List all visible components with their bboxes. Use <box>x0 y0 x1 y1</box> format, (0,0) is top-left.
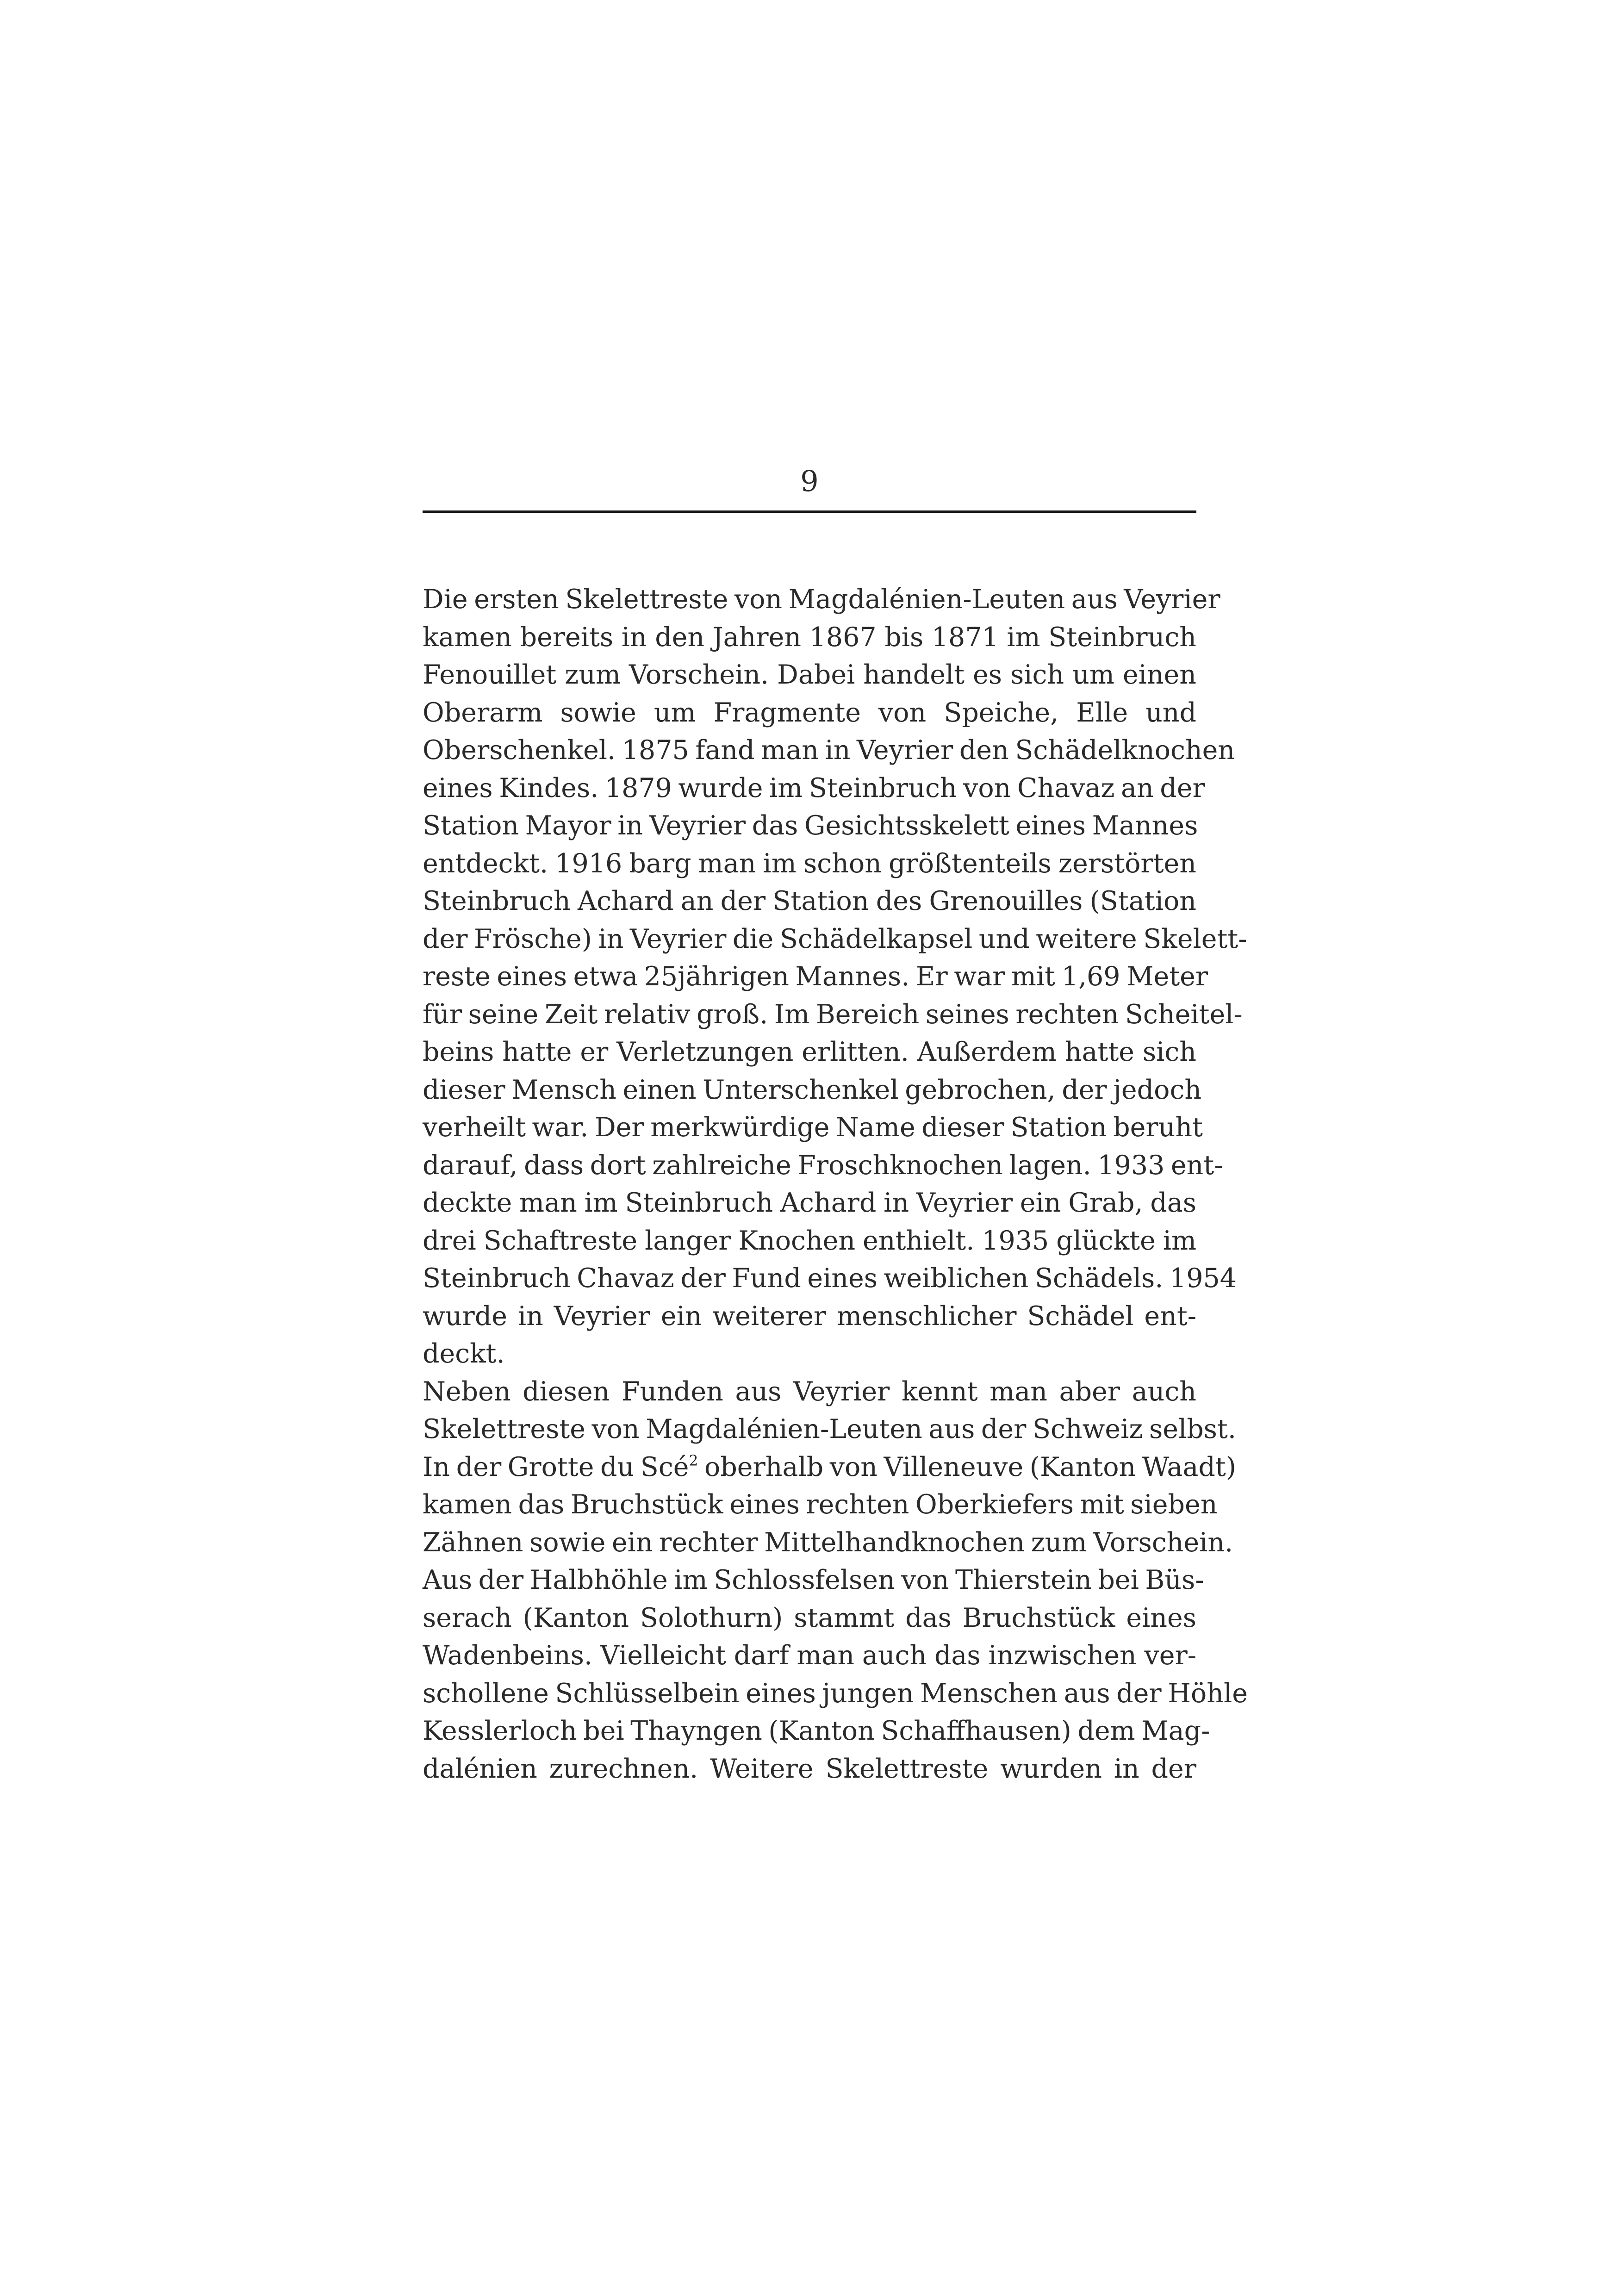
text-line-with-footnote <box>423 1449 1237 1487</box>
text-line: Station Mayor in Veyrier das Gesichtsskelett eines Mannes <box>423 810 1198 841</box>
text-line: kamen das Bruchstück eines rechten Oberkiefers mit sieben <box>423 1489 1218 1520</box>
text-line: verheilt war. Der merkwürdige Name dieser Station beruht <box>423 1112 1203 1143</box>
text-line: dalénien zurechnen. Weitere Skelettreste wurden in der <box>423 1753 1196 1784</box>
header-rule <box>423 510 1196 513</box>
text-line: der Frösche) in Veyrier die Schädelkapsel und weitere Skelett- <box>423 923 1247 954</box>
text-line: Steinbruch Achard an der Station des Grenouilles (Station <box>423 886 1196 916</box>
text-line: darauf, dass dort zahlreiche Froschknochen lagen. 1933 ent- <box>423 1150 1223 1181</box>
text-line: Kesslerloch bei Thayngen (Kanton Schaffhausen) dem Mag- <box>423 1716 1210 1746</box>
text-line: reste eines etwa 25jährigen Mannes. Er war mit 1,69 Meter <box>423 961 1208 992</box>
body-text <box>423 581 1248 1788</box>
paragraph-end-line: deckt. <box>423 1338 505 1369</box>
text-segment: oberhalb von Villeneuve (Kanton Waadt) <box>698 1451 1237 1482</box>
text-segment: In der Grotte du Scé <box>423 1451 689 1482</box>
text-line: Die ersten Skelettreste von Magdalénien-Leuten aus Veyrier <box>423 584 1220 615</box>
text-line: Wadenbeins. Vielleicht darf man auch das inzwischen ver- <box>423 1640 1196 1671</box>
text-line: deckte man im Steinbruch Achard in Veyrier ein Grab, das <box>423 1188 1196 1218</box>
text-line: entdeckt. 1916 barg man im schon größtenteils zerstörten <box>423 848 1196 879</box>
page-number: 9 <box>800 464 819 498</box>
text-line: Fenouillet zum Vorschein. Dabei handelt es sich um einen <box>423 660 1196 690</box>
text-line: Skelettreste von Magdalénien-Leuten aus der Schweiz selbst. <box>423 1414 1236 1444</box>
text-line: für seine Zeit relativ groß. Im Bereich seines rechten Scheitel- <box>423 999 1243 1030</box>
text-line: beins hatte er Verletzungen erlitten. Außerdem hatte sich <box>423 1037 1196 1067</box>
footnote-marker: 2 <box>689 1452 698 1469</box>
text-line: dieser Mensch einen Unterschenkel gebrochen, der jedoch <box>423 1074 1202 1105</box>
text-line: schollene Schlüsselbein eines jungen Menschen aus der Höhle <box>423 1678 1248 1709</box>
text-line: Aus der Halbhöhle im Schlossfelsen von Thierstein bei Büs- <box>423 1565 1204 1595</box>
text-line: Oberschenkel. 1875 fand man in Veyrier den Schädelknochen <box>423 735 1235 765</box>
text-line: Zähnen sowie ein rechter Mittelhandknochen zum Vorschein. <box>423 1527 1233 1558</box>
text-line: drei Schaftreste langer Knochen enthielt. 1935 glückte im <box>423 1225 1196 1256</box>
text-line: kamen bereits in den Jahren 1867 bis 1871 im Steinbruch <box>423 622 1196 653</box>
text-line: Steinbruch Chavaz der Fund eines weiblichen Schädels. 1954 <box>423 1263 1237 1294</box>
text-line: Oberarm sowie um Fragmente von Speiche, Elle und <box>423 697 1196 728</box>
text-line: eines Kindes. 1879 wurde im Steinbruch von Chavaz an der <box>423 772 1205 803</box>
text-line: serach (Kanton Solothurn) stammt das Bruchstück eines <box>423 1602 1196 1633</box>
text-line: wurde in Veyrier ein weiterer menschlicher Schädel ent- <box>423 1300 1196 1332</box>
text-line: Neben diesen Funden aus Veyrier kennt man aber auch <box>423 1376 1196 1407</box>
